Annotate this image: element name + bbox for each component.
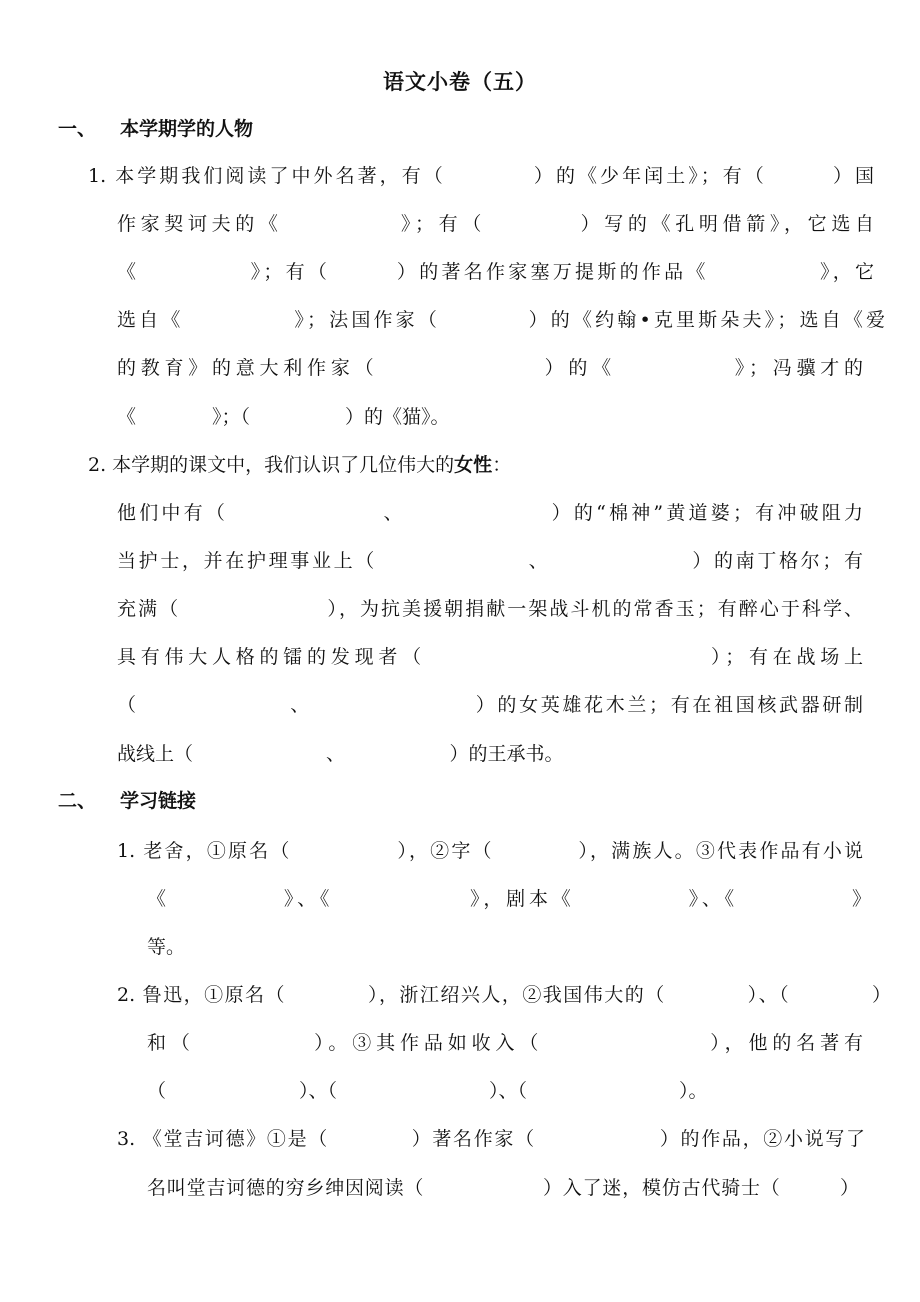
- link1-line-2: 《 》、《 》，剧本《 》、《 》: [147, 888, 871, 910]
- section-1-title: 本学期学的人物: [120, 118, 254, 140]
- link2-line-2: 和（ ）。③其作品如收入（ ），他的名著有: [147, 1032, 863, 1054]
- q1-line-1: 1. 本学期我们阅读了中外名著，有（ ）的《少年闰土》；有（ ）国: [88, 165, 874, 187]
- q1-line-2: 作家契诃夫的《 》；有（ ）写的《孔明借箭》，它选自: [117, 213, 874, 235]
- q1-line-4: 选自《 》；法国作家（ ）的《约翰•克里斯朵夫》；选自《爱: [117, 309, 885, 331]
- link3-line-1: 3. 《堂吉诃德》①是（ ）著名作家（ ）的作品，②小说写了: [117, 1128, 865, 1150]
- link2-line-3: （ ）、（ ）、（ ）。: [147, 1080, 708, 1102]
- section-2-number: 二、: [58, 790, 97, 812]
- q2-bold-word: 女性: [454, 454, 493, 476]
- link3-line-2: 名叫堂吉诃德的穷乡绅因阅读（ ）入了迷，模仿古代骑士（ ）: [147, 1177, 859, 1199]
- section-1-number: 一、: [58, 118, 97, 140]
- section-2-heading: [58, 786, 196, 816]
- link1-line-1: 1. 老舍，①原名（ ），②字（ ），满族人。③代表作品有小说: [117, 840, 863, 862]
- q1-line-3: 《 》；有（ ）的著名作家塞万提斯的作品《 》，它: [117, 261, 874, 283]
- section-2-title: 学习链接: [120, 790, 197, 812]
- q2-line-5: 具有伟大人格的镭的发现者（ ）；有在战场上: [117, 646, 863, 668]
- q2-line-1: [88, 450, 511, 480]
- q2-intro: 2. 本学期的课文中，我们认识了几位伟大的: [88, 454, 455, 476]
- q2-line-6: （ 、 ）的女英雄花木兰；有在祖国核武器研制: [117, 694, 863, 716]
- link1-line-3: 等。: [147, 936, 186, 958]
- page-title: 语文小卷（五）: [383, 69, 537, 94]
- q1-line-6: 《 》；（ ）的《猫》。: [117, 406, 450, 428]
- q2-line-4: 充满（ ），为抗美援朝捐献一架战斗机的常香玉；有醉心于科学、: [117, 598, 863, 620]
- q2-line-3: 当护士，并在护理事业上（ 、 ）的南丁格尔；有: [117, 550, 863, 572]
- section-1-heading: [58, 114, 253, 144]
- q2-colon: ：: [492, 454, 512, 476]
- q2-line-7: 战线上（ 、 ）的王承书。: [117, 743, 564, 765]
- q1-line-5: 的教育》的意大利作家（ ）的《 》；冯骥才的: [117, 357, 863, 379]
- link2-line-1: 2. 鲁迅，①原名（ ），浙江绍兴人，②我国伟大的（ ）、（ ）: [117, 984, 891, 1006]
- q2-line-2: 他们中有（ 、 ）的“棉神”黄道婆；有冲破阻力: [117, 502, 863, 524]
